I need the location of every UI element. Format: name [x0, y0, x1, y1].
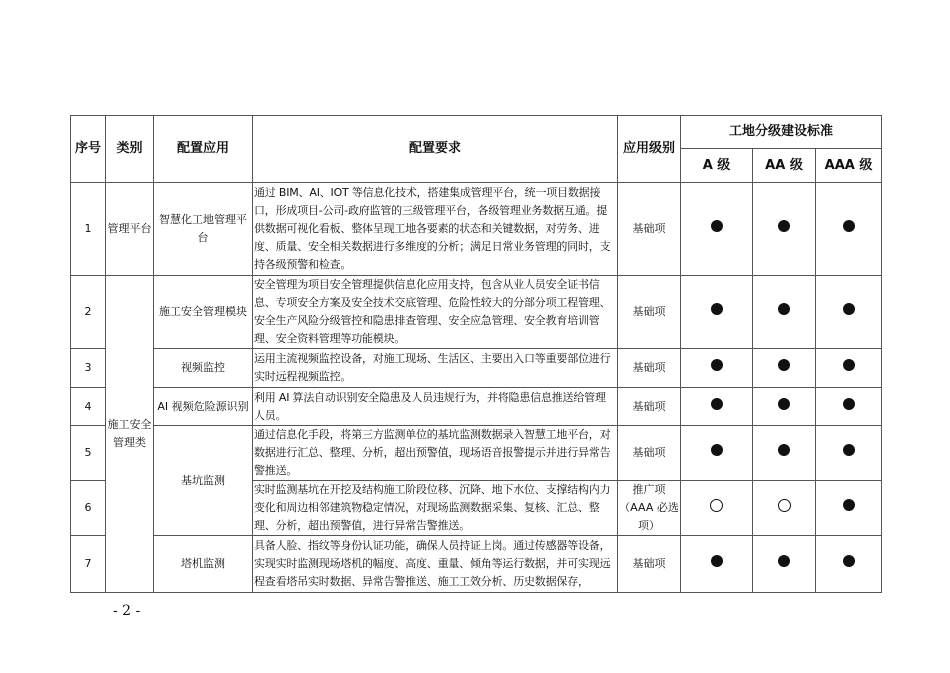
filled-circle-icon	[778, 220, 790, 232]
filled-circle-icon	[843, 444, 855, 456]
hollow-circle-icon	[710, 499, 723, 512]
filled-circle-icon	[711, 555, 723, 567]
table-row	[71, 276, 882, 349]
table-row	[71, 183, 882, 276]
app-cell: 视频监控	[154, 349, 253, 388]
filled-circle-icon	[778, 444, 790, 456]
row-no: 4	[71, 388, 106, 426]
filled-circle-icon	[843, 303, 855, 315]
req-cell: 通过信息化手段，将第三方监测单位的基坑监测数据录入智慧工地平台，对数据进行汇总、整理、分析，超出预警值，现场语音报警提示并进行异常告警推送。	[253, 426, 618, 481]
req-cell: 具备人脸、指纹等身份认证功能，确保人员持证上岗。通过传感器等设备，实现实时监测现场塔机的幅度、高度、重量、倾角等运行数据，并可实现远程查看塔吊实时数据、异常告警推送、施工工效分析、历史数据保存，	[253, 536, 618, 593]
level-cell: 基础项	[618, 536, 681, 593]
header-level: 应用级别	[618, 116, 681, 183]
filled-circle-icon	[778, 398, 790, 410]
app-cell: 塔机监测	[154, 536, 253, 593]
category-cell: 管理平台	[106, 183, 154, 276]
header-standard: 工地分级建设标准	[681, 116, 882, 149]
level-cell: 基础项	[618, 426, 681, 481]
req-cell: 安全管理为项目安全管理提供信息化应用支持，包含从业人员安全证书信息、专项安全方案及安全技术交底管理、危险性较大的分部分项工程管理、安全生产风险分级管控和隐患排查管理、安全应急管理、安全教育培训管理、安全资料管理等功能模块。	[253, 276, 618, 349]
req-cell: 利用 AI 算法自动识别安全隐患及人员违规行为，并将隐患信息推送给管理人员。	[253, 388, 618, 426]
header-aa: AA 级	[753, 149, 816, 183]
table-row	[71, 388, 882, 426]
page-number: - 2 -	[113, 603, 141, 619]
row-no: 2	[71, 276, 106, 349]
hollow-circle-icon	[778, 499, 791, 512]
filled-circle-icon	[711, 220, 723, 232]
filled-circle-icon	[778, 359, 790, 371]
req-cell: 通过 BIM、AI、IOT 等信息化技术，搭建集成管理平台，统一项目数据接口，形成项目-公司-政府监管的三级管理平台，各级管理业务数据互通。提供数据可视化看板、整体呈现工地各要素的状态和关键数据，对劳务、进度、质量、安全相关数据进行多维度的分析；满足日常业务管理的同时，支持各级预警和检查。	[253, 183, 618, 276]
row-no: 7	[71, 536, 106, 593]
filled-circle-icon	[778, 555, 790, 567]
req-cell: 实时监测基坑在开挖及结构施工阶段位移、沉降、地下水位、支撑结构内力变化和周边相邻建筑物稳定情况，对现场监测数据采集、复核、汇总、整理、分析，超出预警值，进行异常告警推送。	[253, 481, 618, 536]
row-no: 1	[71, 183, 106, 276]
filled-circle-icon	[843, 359, 855, 371]
level-cell: 基础项	[618, 183, 681, 276]
app-cell: AI 视频危险源识别	[154, 388, 253, 426]
filled-circle-icon	[778, 303, 790, 315]
filled-circle-icon	[843, 499, 855, 511]
row-no: 3	[71, 349, 106, 388]
config-standard-table	[70, 115, 882, 593]
filled-circle-icon	[711, 444, 723, 456]
header-no: 序号	[71, 116, 106, 183]
row-no: 6	[71, 481, 106, 536]
level-cell: 基础项	[618, 349, 681, 388]
level-cell: 基础项	[618, 276, 681, 349]
req-cell: 运用主流视频监控设备，对施工现场、生活区、主要出入口等重要部位进行实时远程视频监控。	[253, 349, 618, 388]
table-row	[71, 536, 882, 593]
table-row	[71, 426, 882, 481]
level-cell: 基础项	[618, 388, 681, 426]
filled-circle-icon	[711, 359, 723, 371]
app-cell: 基坑监测	[154, 426, 253, 536]
header-app: 配置应用	[154, 116, 253, 183]
category-cell: 施工安全管理类	[106, 276, 154, 593]
app-cell: 施工安全管理模块	[154, 276, 253, 349]
header-a: A 级	[681, 149, 753, 183]
app-cell: 智慧化工地管理平台	[154, 183, 253, 276]
filled-circle-icon	[711, 398, 723, 410]
header-req: 配置要求	[253, 116, 618, 183]
table-row	[71, 349, 882, 388]
row-no: 5	[71, 426, 106, 481]
filled-circle-icon	[843, 220, 855, 232]
filled-circle-icon	[843, 398, 855, 410]
header-aaa: AAA 级	[816, 149, 882, 183]
filled-circle-icon	[711, 303, 723, 315]
filled-circle-icon	[843, 555, 855, 567]
level-cell: 推广项（AAA 必选项）	[618, 481, 681, 536]
header-category: 类别	[106, 116, 154, 183]
